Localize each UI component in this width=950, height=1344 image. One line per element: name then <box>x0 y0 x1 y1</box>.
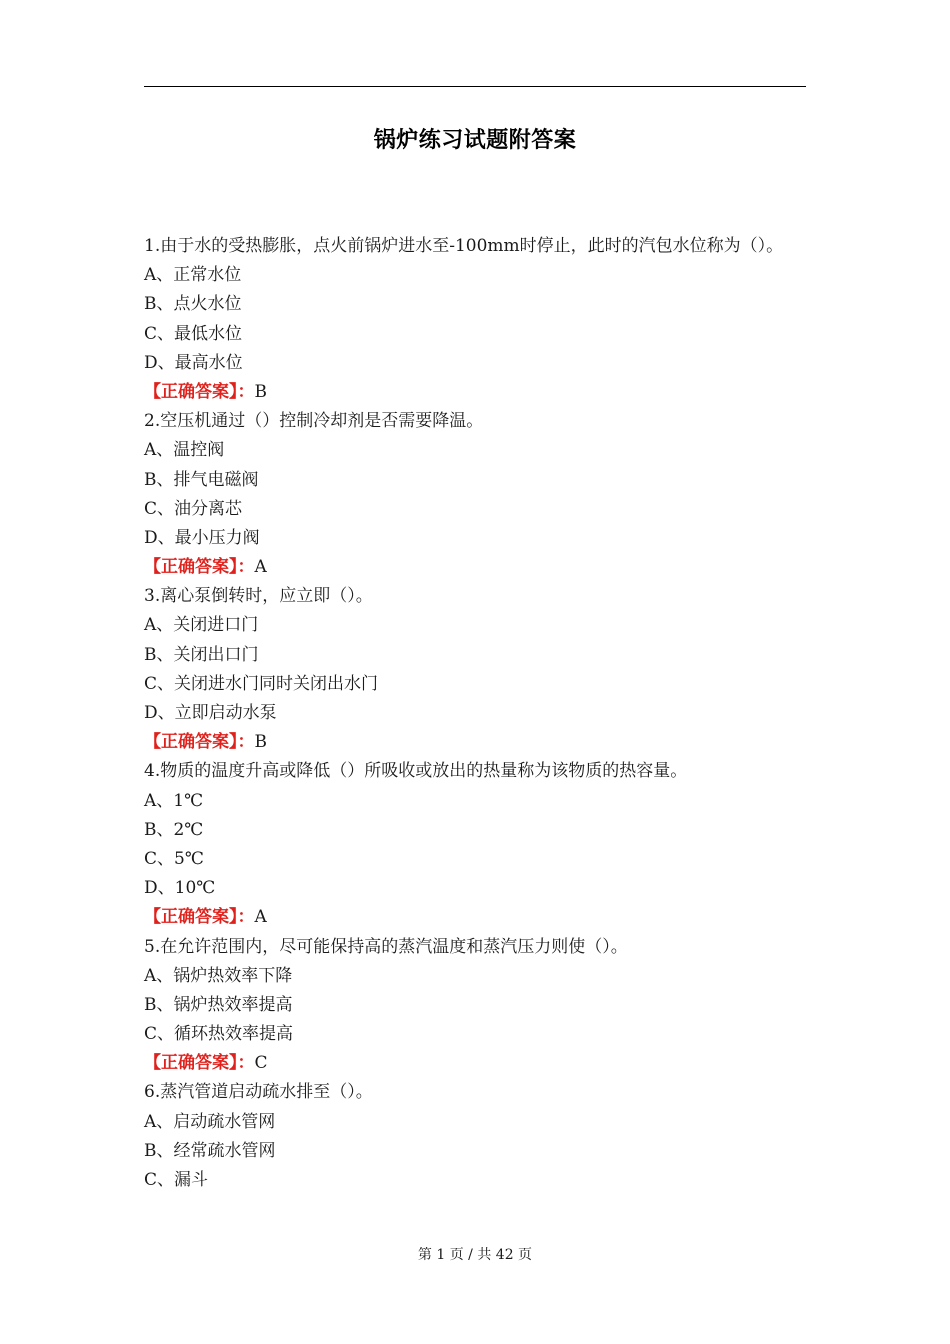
answer-value: A <box>254 907 267 928</box>
option-c: C、最低水位 <box>144 323 243 344</box>
option-b: B、经常疏水管网 <box>144 1140 276 1161</box>
answer-value: B <box>254 732 267 753</box>
option-c: C、油分离芯 <box>144 498 243 519</box>
option-a: A、锅炉热效率下降 <box>144 965 293 986</box>
option-d: D、10℃ <box>144 878 216 899</box>
answer-row <box>144 1049 806 1078</box>
question-3 <box>144 582 806 757</box>
option-c: C、5℃ <box>144 848 204 869</box>
answer-row <box>144 903 806 932</box>
question-stem: 6.蒸汽管道启动疏水排至（）。 <box>144 1082 373 1103</box>
question-4 <box>144 757 806 932</box>
question-6 <box>144 1078 806 1195</box>
answer-row <box>144 378 806 407</box>
option-c: C、循环热效率提高 <box>144 1024 294 1045</box>
question-2 <box>144 407 806 582</box>
question-stem: 3.离心泵倒转时，应立即（）。 <box>144 586 373 607</box>
answer-label: 【正确答案】： <box>144 1053 255 1074</box>
document-title: 锅炉练习试题附答案 <box>373 127 577 153</box>
answer-row <box>144 728 806 757</box>
question-stem: 1.由于水的受热膨胀，点火前锅炉进水至-100mm时停止，此时的汽包水位称为（）。 <box>144 236 784 256</box>
page-footer: 第 1 页 / 共 42 页 <box>417 1247 533 1263</box>
answer-label: 【正确答案】： <box>144 907 255 928</box>
answer-label: 【正确答案】： <box>144 557 255 578</box>
option-b: B、排气电磁阀 <box>144 469 259 490</box>
question-stem: 2.空压机通过（）控制冷却剂是否需要降温。 <box>144 411 484 432</box>
option-d: D、最高水位 <box>144 352 243 373</box>
option-b: B、点火水位 <box>144 294 242 315</box>
question-5 <box>144 933 806 1079</box>
question-stem: 4.物质的温度升高或降低（）所吸收或放出的热量称为该物质的热容量。 <box>144 761 688 782</box>
header-rule <box>144 86 806 87</box>
option-b: B、2℃ <box>144 819 204 840</box>
option-c: C、漏斗 <box>144 1170 209 1191</box>
option-c: C、关闭进水门同时关闭出水门 <box>144 673 379 694</box>
answer-label: 【正确答案】： <box>144 381 255 402</box>
option-a: A、1℃ <box>144 790 204 811</box>
option-a: A、温控阀 <box>144 440 225 461</box>
answer-value: A <box>254 557 267 578</box>
question-stem: 5.在允许范围内，尽可能保持高的蒸汽温度和蒸汽压力则使（）。 <box>144 936 628 957</box>
option-b: B、锅炉热效率提高 <box>144 994 293 1015</box>
option-d: D、立即启动水泵 <box>144 703 277 724</box>
answer-label: 【正确答案】： <box>144 732 255 753</box>
question-list <box>144 232 806 1195</box>
option-a: A、关闭进口门 <box>144 615 259 636</box>
option-b: B、关闭出口门 <box>144 644 259 665</box>
answer-value: C <box>254 1053 268 1074</box>
option-a: A、正常水位 <box>144 265 242 286</box>
answer-value: B <box>254 381 267 402</box>
option-d: D、最小压力阀 <box>144 527 260 548</box>
answer-row <box>144 553 806 582</box>
question-1 <box>144 232 806 407</box>
option-a: A、启动疏水管网 <box>144 1111 276 1132</box>
